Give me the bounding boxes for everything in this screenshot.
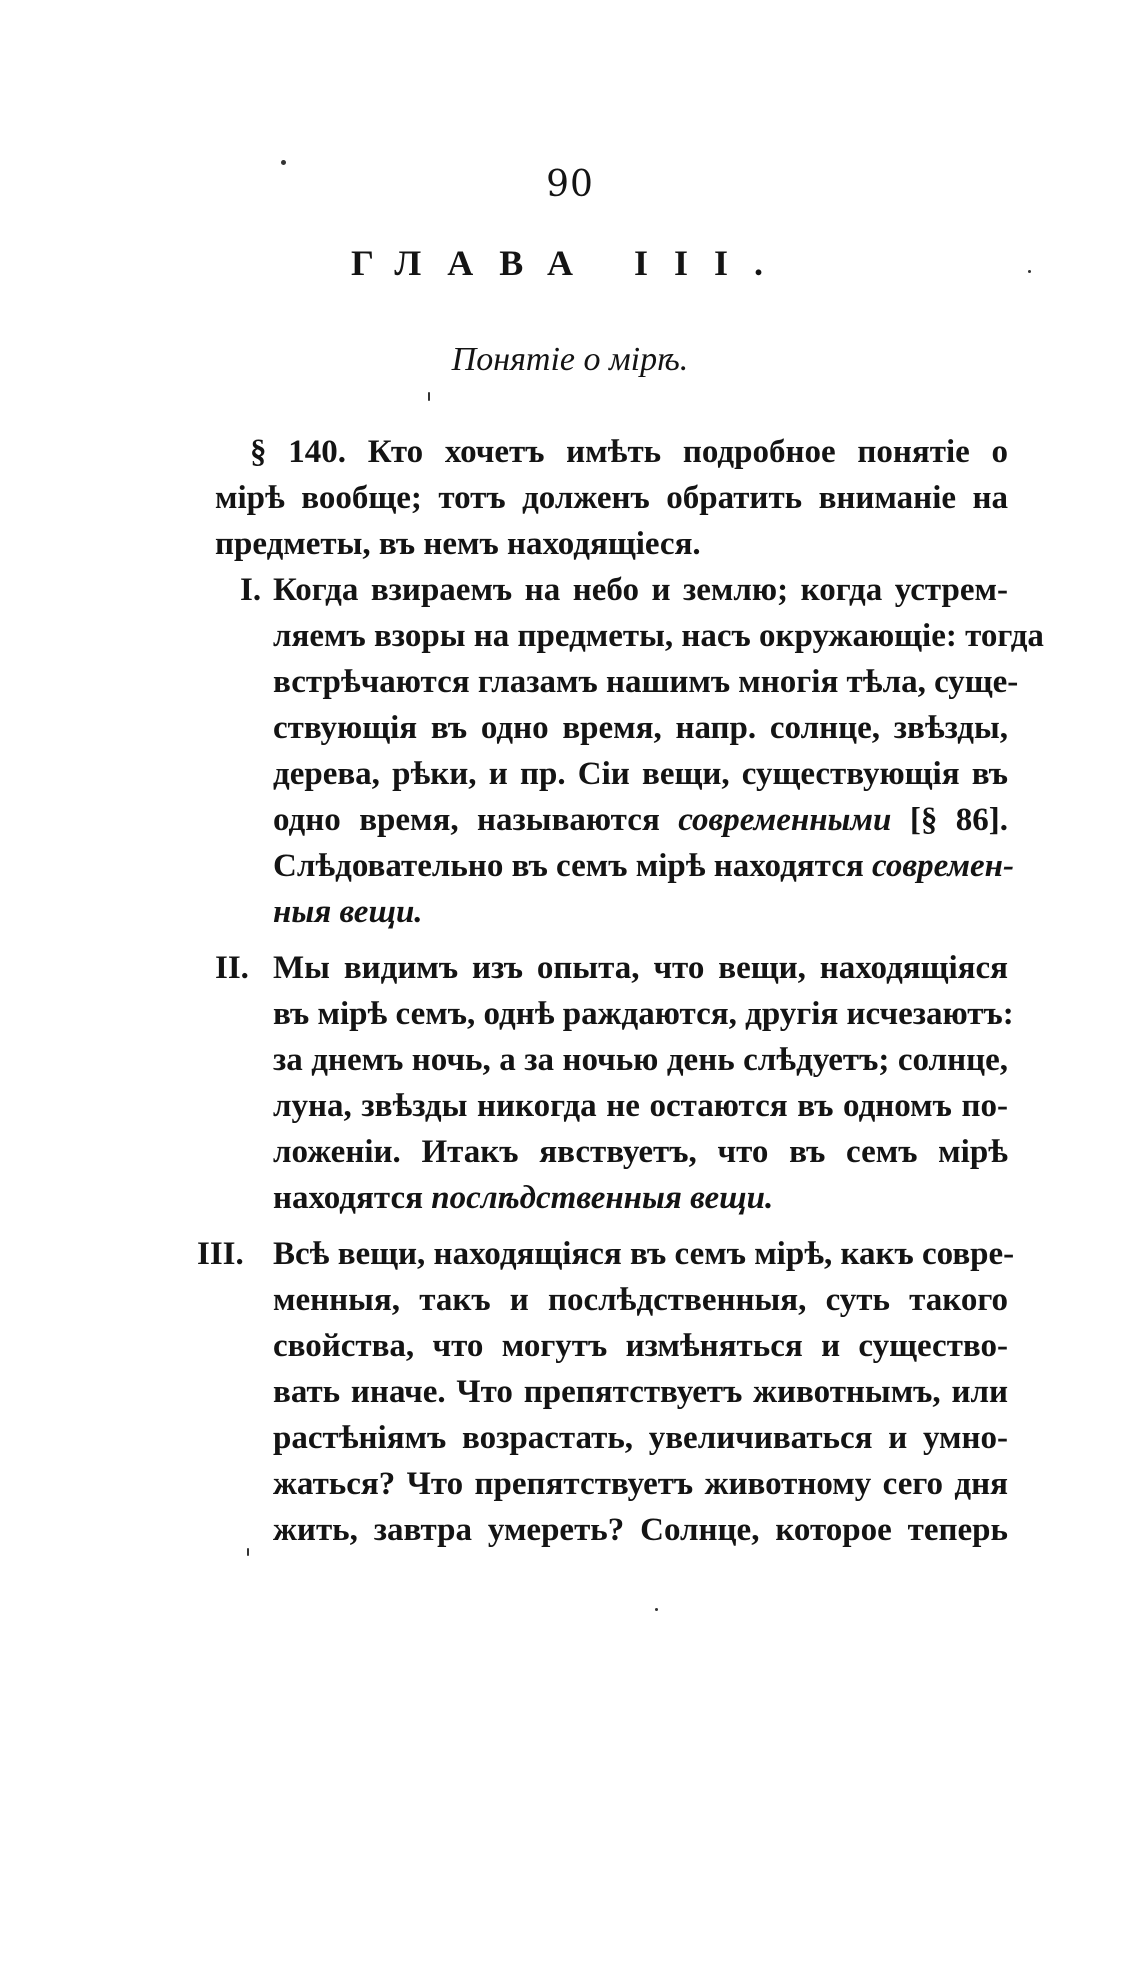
item-line: Всѣ вещи, находящіяся въ семъ мірѣ, какъ совре- <box>273 1236 1015 1272</box>
item-line: ложеніи. Итакъ явствуетъ, что въ семъ мірѣ <box>273 1134 1008 1170</box>
scan-speck <box>281 160 286 165</box>
item-line: жаться? Что препятствуетъ животному сего дня <box>273 1466 1008 1502</box>
intro-line: предметы, въ немъ находящіеся. <box>215 526 701 562</box>
item-line: дерева, рѣки, и пр. Сіи вещи, существующія въ <box>273 756 1008 792</box>
item-line: за днемъ ночь, а за ночью день слѣдуетъ; солнце, <box>273 1042 1008 1078</box>
italic-term: современными <box>678 802 892 838</box>
item-line: въ мірѣ семъ, однѣ раждаются, другія исчезаютъ: <box>273 996 1014 1032</box>
intro-line: § 140. Кто хочетъ имѣть подробное понятіе о <box>250 434 1008 470</box>
chapter-subtitle: Понятіе о мірѣ. <box>451 341 689 378</box>
intro-line: мірѣ вообще; тотъ долженъ обратить вниманіе на <box>215 480 1008 516</box>
item-line <box>273 800 1008 840</box>
italic-term: современ- <box>872 848 1014 884</box>
item-line: встрѣчаются глазамъ нашимъ многія тѣла, суще- <box>273 664 1019 700</box>
item-line: ляемъ взоры на предметы, насъ окружающіе: тогда <box>273 618 1044 654</box>
text-run: находятся <box>273 1180 432 1216</box>
item-line: свойства, что могутъ измѣняться и существо- <box>273 1328 1008 1364</box>
text-run: Слѣдовательно въ семъ мірѣ находятся <box>273 848 872 884</box>
item-line: ствующія въ одно время, напр. солнце, звѣзды, <box>273 710 1008 746</box>
item-line: Когда взираемъ на небо и землю; когда устрем- <box>273 572 1008 608</box>
item-line: растѣніямъ возрастать, увеличиваться и умно- <box>273 1420 1008 1456</box>
scan-speck <box>655 1608 658 1611</box>
text-run: [§ 86]. <box>891 802 1008 838</box>
item-line: жить, завтра умереть? Солнце, которое теперь <box>273 1512 1008 1548</box>
scan-speck <box>1028 270 1031 273</box>
item-line: ныя вещи. <box>273 894 423 930</box>
item-line: луна, звѣзды никогда не остаются въ одномъ по- <box>273 1088 1008 1124</box>
item-line: Мы видимъ изъ опыта, что вещи, находящіяся <box>273 950 1008 986</box>
item-marker: III. <box>197 1236 244 1272</box>
chapter-heading: ГЛАВА III. <box>350 243 790 283</box>
item-marker: I. <box>240 572 262 608</box>
item-line <box>273 1178 1008 1218</box>
item-line: менныя, такъ и послѣдственныя, суть такого <box>273 1282 1008 1318</box>
italic-term: послѣдственныя вещи. <box>431 1180 774 1216</box>
text-run: одно время, называются <box>273 802 679 838</box>
item-line: вать иначе. Что препятствуетъ животнымъ, или <box>273 1374 1008 1410</box>
page-number: 90 <box>546 164 594 205</box>
scan-speck <box>247 1548 249 1556</box>
scan-speck <box>428 392 430 401</box>
item-marker: II. <box>215 950 249 986</box>
item-line <box>273 846 1014 886</box>
